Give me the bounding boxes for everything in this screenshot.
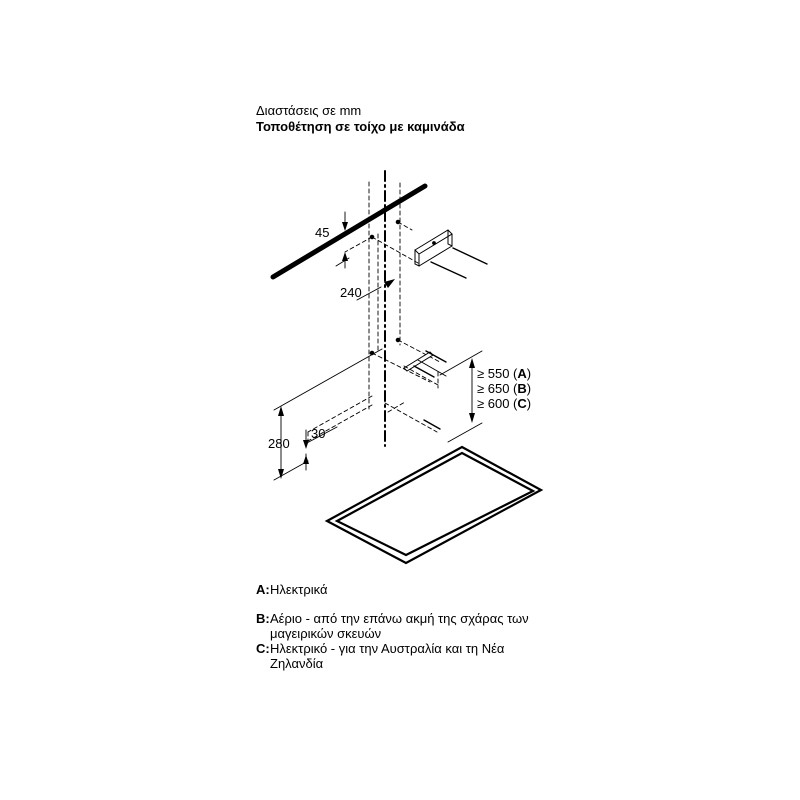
upper-wall-bracket <box>415 230 452 266</box>
hood-outline <box>308 366 438 441</box>
dim-240-label: 240 <box>340 285 362 300</box>
dim-30-label: 30 <box>311 426 326 441</box>
legend-key: C: <box>256 641 270 656</box>
diagram-title: Τοποθέτηση σε τοίχο με καμινάδα <box>256 119 465 134</box>
ceiling-line <box>273 186 425 277</box>
dim-280-label: 280 <box>268 436 290 451</box>
clearance-b-label: ≥ 650 (B) <box>477 381 532 396</box>
legend-item-b <box>256 611 556 641</box>
dim-clearance <box>440 351 482 442</box>
legend-item-c <box>256 641 556 671</box>
legend-text: Ηλεκτρικό - για την Αυστραλία και τη Νέα Ζηλανδία <box>270 641 505 671</box>
lower-screw-3 <box>424 420 440 429</box>
clearance-a-label: ≥ 550 (A) <box>477 366 532 381</box>
dim-280 <box>274 349 382 480</box>
clearance-c-label: ≥ 600 (C) <box>477 396 532 411</box>
upper-screw-1 <box>453 248 487 264</box>
legend <box>256 582 556 671</box>
upper-guide-diag <box>372 237 418 263</box>
cooktop <box>327 447 541 563</box>
legend-text: Ηλεκτρικά <box>270 582 328 597</box>
legend-key: A: <box>256 582 270 597</box>
legend-item-a <box>256 582 556 597</box>
units-note: Διαστάσεις σε mm <box>256 103 362 118</box>
upper-guide-left <box>345 237 372 252</box>
dim-45-label: 45 <box>315 225 330 240</box>
legend-text: Αέριο - από την επάνω ακμή της σχάρας των μαγειρικών σκευών <box>270 611 529 641</box>
legend-key: B: <box>256 611 270 626</box>
upper-screw-2 <box>431 262 466 278</box>
